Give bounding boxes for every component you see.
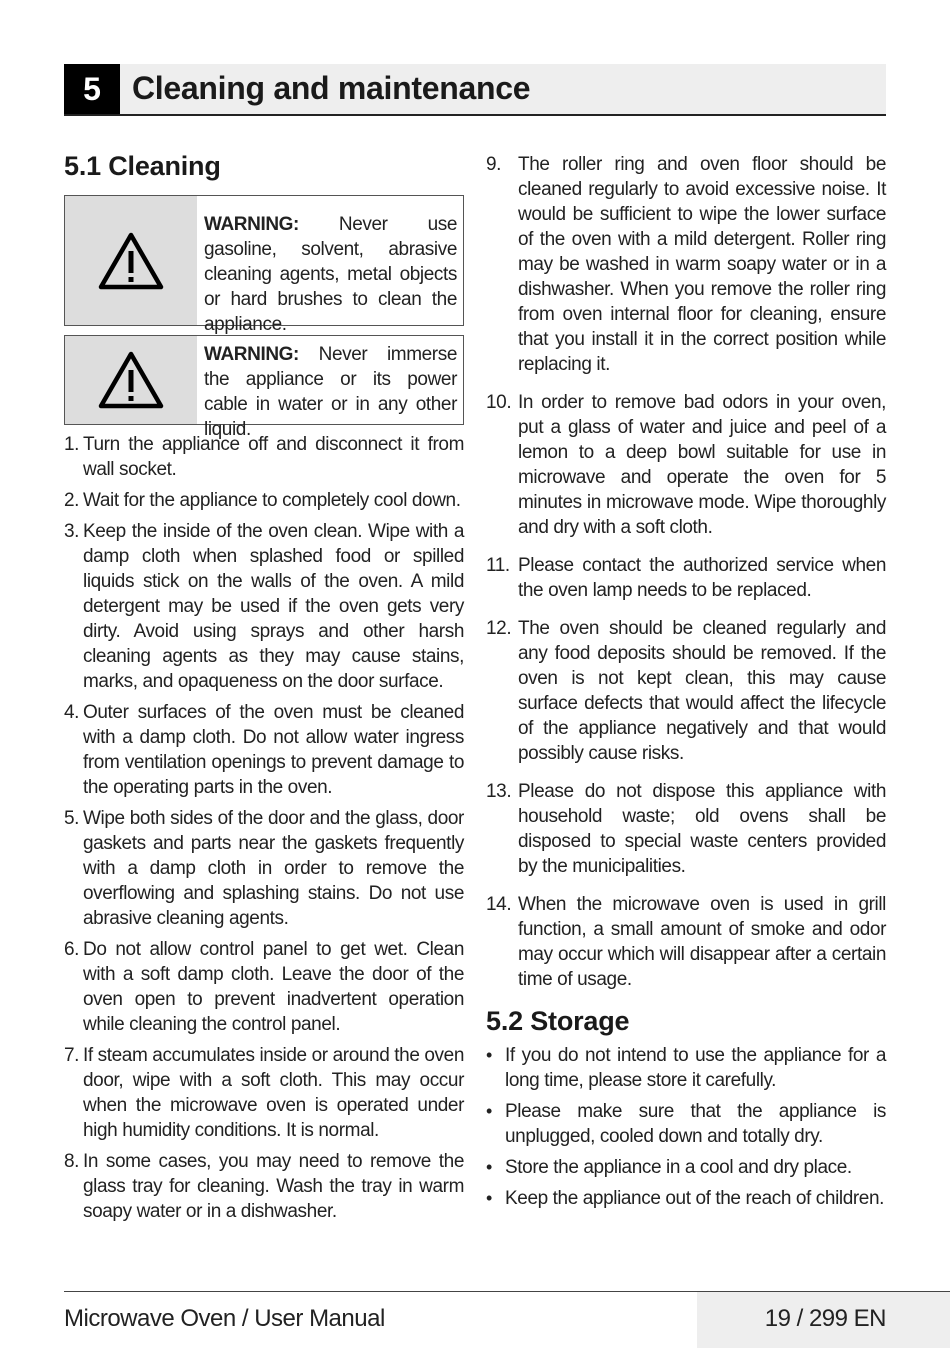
- list-item: [486, 553, 886, 603]
- step-text: Outer surfaces of the oven must be cleaned with a damp cloth. Do not allow water ingress from ventilation openings to prevent damage to the operating parts in the oven.: [83, 702, 464, 798]
- list-item: [64, 432, 464, 482]
- list-item: [64, 700, 464, 800]
- storage-text: Keep the appliance out of the reach of children.: [505, 1188, 885, 1209]
- bullet-icon: •: [486, 1188, 492, 1208]
- bullet-icon: •: [486, 1157, 492, 1177]
- step-number: 13.: [486, 781, 512, 802]
- warning-message: Never immerse the appliance or its power cable in water or in any other liquid.: [204, 344, 457, 440]
- list-item: [64, 1043, 464, 1143]
- step-text: The roller ring and oven floor should be cleaned regularly to avoid excessive noise. It would be sufficient to wipe the lower surface of the oven with a mild detergent. Roller ring may be washed in warm soapy water or in a dishwasher. When you remove the roller ring from oven internal floor for cleaning, ensure that you install it in the correct position while replacing it.: [518, 154, 886, 375]
- list-item: [486, 1155, 886, 1180]
- list-item: [64, 519, 464, 694]
- list-item: [64, 1149, 464, 1224]
- step-text: Keep the inside of the oven clean. Wipe with a damp cloth when splashed food or spilled liquids stick on the walls of the oven. A mild detergent may be used if the oven gets very dirty. Avoid using sprays and other harsh cleaning agents as they may cause stains, marks, and opaqueness on the door surface.: [83, 521, 464, 692]
- storage-text: Store the appliance in a cool and dry place.: [505, 1157, 852, 1178]
- warning-text: [197, 196, 463, 335]
- cleaning-steps-list-continued: [486, 152, 886, 992]
- step-text: Please contact the authorized service when the oven lamp needs to be replaced.: [518, 555, 886, 601]
- step-number: 9.: [486, 154, 502, 175]
- list-item: [486, 892, 886, 992]
- right-column: [486, 152, 886, 1217]
- step-text: In some cases, you may need to remove the glass tray for cleaning. Wash the tray in warm soapy water or in a dishwasher.: [83, 1151, 464, 1222]
- list-item: [486, 616, 886, 766]
- step-number: 11.: [486, 555, 510, 576]
- section-title-storage: 5.2 Storage: [486, 1006, 630, 1036]
- step-number: 6.: [64, 939, 80, 960]
- warning-icon-cell: [65, 196, 197, 325]
- footer-document-title: Microwave Oven / User Manual: [64, 1305, 385, 1332]
- left-column: [64, 150, 464, 1230]
- step-number: 4.: [64, 702, 80, 723]
- step-text: In order to remove bad odors in your oven, put a glass of water and juice and peel of a lemon to a deep bowl suitable for use in microwave and operate the oven for 5 minutes in microwave mode. Wipe thoroughly and dry with a soft cloth.: [518, 392, 886, 538]
- warning-triangle-icon: [97, 231, 165, 291]
- list-item: [486, 1099, 886, 1149]
- step-text: The oven should be cleaned regularly and any food deposits should be removed. If the oven is not kept clean, this may cause surface defects that would affect the lifecycle of the appliance negatively and that would possibly cause risks.: [518, 618, 886, 764]
- cleaning-steps-list: [64, 432, 464, 1224]
- list-item: [486, 1043, 886, 1093]
- section-title-cleaning: 5.1 Cleaning: [64, 151, 221, 181]
- warning-message: Never use gasoline, solvent, abrasive cleaning agents, metal objects or hard brushes to clean the appliance.: [204, 214, 457, 335]
- list-item: [486, 1186, 886, 1211]
- step-text: Wait for the appliance to completely cool down.: [83, 490, 461, 511]
- bullet-icon: •: [486, 1045, 492, 1065]
- step-number: 8.: [64, 1151, 80, 1172]
- list-item: [64, 488, 464, 513]
- warning-box: [64, 195, 464, 335]
- step-text: Turn the appliance off and disconnect it from wall socket.: [83, 434, 464, 480]
- list-item: [486, 152, 886, 377]
- chapter-title: Cleaning and maintenance: [132, 70, 531, 106]
- step-number: 1.: [64, 434, 80, 455]
- chapter-number: 5: [64, 64, 120, 114]
- step-number: 14.: [486, 894, 512, 915]
- warning-label: WARNING:: [204, 214, 299, 235]
- bullet-icon: •: [486, 1101, 492, 1121]
- list-item: [486, 779, 886, 879]
- step-number: 10.: [486, 392, 512, 413]
- warning-triangle-icon: [97, 350, 165, 410]
- warning-text: [197, 336, 463, 440]
- step-number: 12.: [486, 618, 512, 639]
- list-item: [64, 806, 464, 931]
- storage-text: If you do not intend to use the appliance for a long time, please store it carefully.: [505, 1045, 886, 1091]
- step-number: 2.: [64, 490, 80, 511]
- storage-text: Please make sure that the appliance is unplugged, cooled down and totally dry.: [505, 1101, 886, 1147]
- step-text: Please do not dispose this appliance with household waste; old ovens shall be disposed to special waste centers provided by the municipalities.: [518, 781, 886, 877]
- step-text: When the microwave oven is used in grill function, a small amount of smoke and odor may occur which will disappear after a certain time of usage.: [518, 894, 886, 990]
- step-text: Wipe both sides of the door and the glass, door gaskets and parts near the gaskets frequently with a damp cloth in order to remove the overflowing and splashing stains. Do not use abrasive cleaning agents.: [83, 808, 464, 929]
- step-number: 5.: [64, 808, 80, 829]
- chapter-header: [64, 64, 886, 116]
- step-number: 3.: [64, 521, 80, 542]
- step-number: 7.: [64, 1045, 80, 1066]
- list-item: [64, 937, 464, 1037]
- warning-label: WARNING:: [204, 344, 299, 365]
- step-text: Do not allow control panel to get wet. Clean with a soft damp cloth. Leave the door of the oven open to prevent inadvertent operation while cleaning the control panel.: [83, 939, 464, 1035]
- list-item: [486, 390, 886, 540]
- step-text: If steam accumulates inside or around the oven door, wipe with a soft cloth. This may occur when the microwave oven is operated under high humidity conditions. It is normal.: [83, 1045, 464, 1141]
- storage-list: [486, 1043, 886, 1211]
- warning-box: [64, 335, 464, 440]
- footer-page-number: 19 / 299 EN: [764, 1305, 886, 1332]
- warning-icon-cell: [65, 336, 197, 424]
